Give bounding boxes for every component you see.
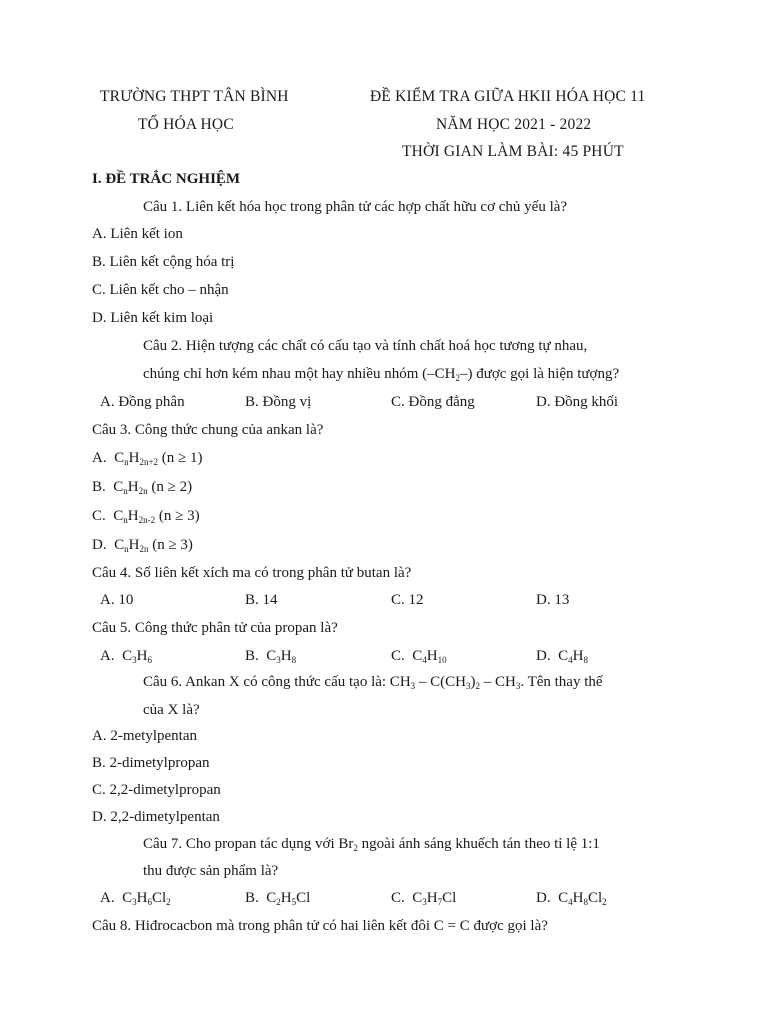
q3-option-c: C. $C_nH_{2n-2}$ (n ≥ 3) (92, 508, 200, 525)
q3-option-d: D. $C_nH_{2n}$ (n ≥ 3) (92, 537, 193, 554)
q5-option-a: A. $C_3H_6$ (100, 648, 152, 665)
question-8: Câu 8. Hiđrocacbon mà trong phân tử có hai liên kết đôi C = C được gọi là? (92, 918, 548, 934)
section-title: I. ĐỀ TRẮC NGHIỆM (92, 171, 241, 187)
question-5: Câu 5. Công thức phân tử của propan là? (92, 620, 338, 636)
q1-option-b: B. Liên kết cộng hóa trị (92, 254, 235, 270)
q5-option-b: B. $C_3H_8$ (245, 648, 297, 665)
q7-option-b: B. $C_2H_5Cl$ (245, 890, 311, 907)
q4-option-c: C. 12 (391, 592, 424, 608)
q4-option-b: B. 14 (245, 592, 278, 608)
q3-option-a: A. $C_nH_{2n+2}$ (n ≥ 1) (92, 450, 203, 467)
q7-option-c: C. $C_3H_7Cl$ (391, 890, 457, 907)
question-4: Câu 4. Số liên kết xích ma có trong phân tử butan là? (92, 565, 412, 581)
question-7-line-1: Câu 7. Cho propan tác dụng với $Br_2$ ngoài ánh sáng khuếch tán theo tỉ lệ 1:1 (143, 836, 600, 853)
q4-option-a: A. 10 (100, 592, 134, 608)
school-name: TRƯỜNG THPT TÂN BÌNH (100, 88, 289, 105)
q5-option-c: C. $C_4H_{10}$ (391, 648, 447, 665)
q7-option-d: D. $C_4H_8Cl_2$ (536, 890, 607, 907)
q1-option-a: A. Liên kết ion (92, 226, 183, 242)
q1-option-c: C. Liên kết cho – nhận (92, 282, 229, 298)
q6-option-a: A. 2-metylpentan (92, 728, 197, 744)
q2-option-c: C. Đồng đẳng (391, 394, 475, 410)
q2-option-d: D. Đồng khối (536, 394, 619, 410)
q2-option-a: A. Đồng phân (100, 394, 185, 410)
question-6-line-1: Câu 6. Ankan X có công thức cấu tạo là: $CH_3 - C(CH_3)_2 - CH_3$. Tên thay thế (143, 674, 603, 691)
q7-option-a: A. $C_3H_6Cl_2$ (100, 890, 171, 907)
q6-option-d: D. 2,2-dimetylpentan (92, 809, 220, 825)
q2-option-b: B. Đồng vị (245, 394, 312, 410)
q6-option-b: B. 2-dimetylpropan (92, 755, 210, 771)
question-2-line-2: chúng chỉ hơn kém nhau một hay nhiều nhóm $(-CH_2-)$ được gọi là hiện tượng? (143, 366, 620, 383)
question-7-line-2: thu được sản phẩm là? (143, 863, 279, 879)
exam-title: ĐỀ KIỂM TRA GIỮA HKII HÓA HỌC 11 (370, 88, 646, 105)
exam-duration: THỜI GIAN LÀM BÀI: 45 PHÚT (402, 143, 624, 160)
question-6-line-2: của X là? (143, 702, 200, 718)
q6-option-c: C. 2,2-dimetylpropan (92, 782, 221, 798)
q5-option-d: D. $C_4H_8$ (536, 648, 588, 665)
q3-option-b: B. $C_nH_{2n}$ (n ≥ 2) (92, 479, 193, 496)
question-1: Câu 1. Liên kết hóa học trong phân tử các hợp chất hữu cơ chủ yếu là? (143, 199, 568, 215)
department-name: TỔ HÓA HỌC (138, 116, 234, 133)
question-2-line-1: Câu 2. Hiện tượng các chất có cấu tạo và tính chất hoá học tương tự nhau, (143, 338, 588, 354)
school-year: NĂM HỌC 2021 - 2022 (436, 116, 592, 133)
q1-option-d: D. Liên kết kim loại (92, 310, 214, 326)
q4-option-d: D. 13 (536, 592, 570, 608)
question-3: Câu 3. Công thức chung của ankan là? (92, 422, 324, 438)
